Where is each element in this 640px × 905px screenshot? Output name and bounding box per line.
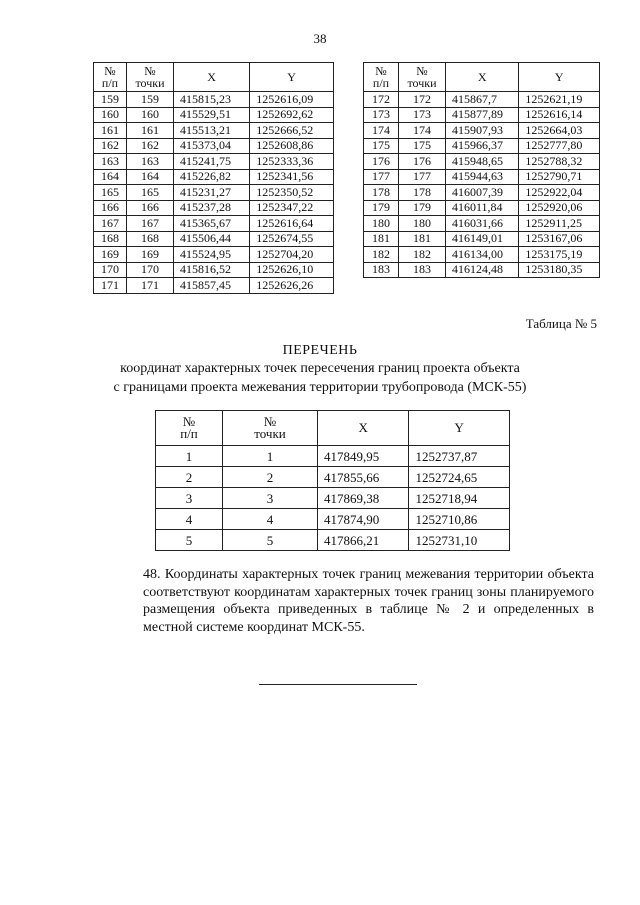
header-point	[223, 411, 318, 446]
cell-point-num: 183	[399, 262, 446, 278]
header-point	[127, 63, 174, 92]
cell-y: 1253180,35	[519, 262, 600, 278]
cell-point-num: 181	[399, 231, 446, 247]
cell-x: 415529,51	[174, 107, 250, 123]
cell-y: 1252704,20	[250, 247, 334, 263]
cell-row-num: 173	[364, 107, 399, 123]
cell-x: 415815,23	[174, 92, 250, 108]
cell-point-num: 182	[399, 247, 446, 263]
header-y: Y	[250, 63, 334, 92]
cell-y: 1252616,09	[250, 92, 334, 108]
cell-row-num: 164	[94, 169, 127, 185]
table-row	[156, 446, 510, 467]
table-row	[156, 488, 510, 509]
cell-row-num: 4	[156, 509, 223, 530]
cell-row-num: 179	[364, 200, 399, 216]
table-body	[156, 446, 510, 551]
table-row	[94, 185, 334, 201]
cell-x: 415231,27	[174, 185, 250, 201]
table-row	[156, 467, 510, 488]
cell-point-num: 172	[399, 92, 446, 108]
table-row	[364, 231, 600, 247]
cell-point-num: 5	[223, 530, 318, 551]
header-num-text: № п/п	[372, 64, 390, 90]
cell-row-num: 171	[94, 278, 127, 294]
cell-y: 1252737,87	[409, 446, 510, 467]
table-row	[94, 123, 334, 139]
cell-y: 1252666,52	[250, 123, 334, 139]
cell-row-num: 182	[364, 247, 399, 263]
cell-x: 416031,66	[446, 216, 519, 232]
cell-x: 415907,93	[446, 123, 519, 139]
table-row	[364, 200, 600, 216]
table-row	[364, 262, 600, 278]
cell-x: 415944,63	[446, 169, 519, 185]
table-row	[364, 138, 600, 154]
cell-x: 416007,39	[446, 185, 519, 201]
heading-line-2: с границами проекта межевания территории трубопровода (МСК-55)	[113, 380, 527, 395]
cell-y: 1252664,03	[519, 123, 600, 139]
header-y: Y	[519, 63, 600, 92]
table-row	[364, 216, 600, 232]
cell-row-num: 3	[156, 488, 223, 509]
cell-x: 416124,48	[446, 262, 519, 278]
cell-row-num: 163	[94, 154, 127, 170]
cell-point-num: 178	[399, 185, 446, 201]
header-num-text: № п/п	[101, 64, 119, 90]
cell-x: 415867,7	[446, 92, 519, 108]
heading-line-1: координат характерных точек пересечения границ проекта объекта	[120, 361, 520, 376]
cell-point-num: 173	[399, 107, 446, 123]
cell-point-num: 176	[399, 154, 446, 170]
cell-y: 1252616,14	[519, 107, 600, 123]
header-x: X	[318, 411, 409, 446]
cell-point-num: 159	[127, 92, 174, 108]
coordinates-table-right	[363, 62, 600, 278]
coordinates-table-left	[93, 62, 334, 294]
table-row	[364, 92, 600, 108]
table-row	[94, 278, 334, 294]
page-number: 38	[313, 31, 327, 46]
cell-row-num: 183	[364, 262, 399, 278]
cell-y: 1252350,52	[250, 185, 334, 201]
cell-y: 1253175,19	[519, 247, 600, 263]
table-row	[364, 169, 600, 185]
cell-row-num: 5	[156, 530, 223, 551]
cell-point-num: 161	[127, 123, 174, 139]
header-point-text: № точки	[407, 64, 437, 90]
table-row	[364, 154, 600, 170]
cell-y: 1252731,10	[409, 530, 510, 551]
cell-row-num: 166	[94, 200, 127, 216]
cell-y: 1252922,04	[519, 185, 600, 201]
cell-x: 415966,37	[446, 138, 519, 154]
cell-x: 417855,66	[318, 467, 409, 488]
table-row	[156, 509, 510, 530]
heading-title: ПЕРЕЧЕНЬ	[282, 343, 358, 358]
table-row	[94, 138, 334, 154]
cell-point-num: 171	[127, 278, 174, 294]
cell-y: 1252718,94	[409, 488, 510, 509]
cell-point-num: 175	[399, 138, 446, 154]
cell-y: 1252347,22	[250, 200, 334, 216]
cell-row-num: 170	[94, 262, 127, 278]
cell-point-num: 166	[127, 200, 174, 216]
cell-x: 415226,82	[174, 169, 250, 185]
cell-x: 417874,90	[318, 509, 409, 530]
cell-y: 1252626,10	[250, 262, 334, 278]
closing-rule	[259, 684, 417, 685]
table-row	[156, 530, 510, 551]
table-row	[364, 247, 600, 263]
header-x: X	[174, 63, 250, 92]
cell-row-num: 165	[94, 185, 127, 201]
cell-point-num: 179	[399, 200, 446, 216]
cell-row-num: 159	[94, 92, 127, 108]
cell-y: 1252608,86	[250, 138, 334, 154]
cell-point-num: 174	[399, 123, 446, 139]
table-row	[364, 123, 600, 139]
intersection-coordinates-table	[155, 410, 510, 551]
cell-x: 415365,67	[174, 216, 250, 232]
cell-y: 1252777,80	[519, 138, 600, 154]
cell-y: 1252341,56	[250, 169, 334, 185]
cell-row-num: 2	[156, 467, 223, 488]
table-caption: Таблица № 5	[525, 316, 597, 331]
cell-x: 415524,95	[174, 247, 250, 263]
header-num	[156, 411, 223, 446]
cell-row-num: 181	[364, 231, 399, 247]
cell-point-num: 4	[223, 509, 318, 530]
cell-point-num: 160	[127, 107, 174, 123]
cell-x: 415948,65	[446, 154, 519, 170]
header-num-text: № п/п	[180, 414, 198, 441]
cell-y: 1252616,64	[250, 216, 334, 232]
table-row	[94, 247, 334, 263]
cell-y: 1252920,06	[519, 200, 600, 216]
cell-x: 416011,84	[446, 200, 519, 216]
cell-y: 1252710,86	[409, 509, 510, 530]
cell-y: 1252911,25	[519, 216, 600, 232]
table-header-row	[364, 63, 600, 92]
table-header-row	[94, 63, 334, 92]
cell-row-num: 168	[94, 231, 127, 247]
cell-x: 415241,75	[174, 154, 250, 170]
header-point-text: № точки	[135, 64, 165, 90]
table-row	[364, 185, 600, 201]
table-header-row	[156, 411, 510, 446]
cell-row-num: 161	[94, 123, 127, 139]
cell-y: 1252333,36	[250, 154, 334, 170]
cell-y: 1252790,71	[519, 169, 600, 185]
cell-x: 417869,38	[318, 488, 409, 509]
cell-y: 1252692,62	[250, 107, 334, 123]
table-row	[94, 216, 334, 232]
table-body	[364, 92, 600, 278]
table-row	[94, 200, 334, 216]
cell-y: 1252621,19	[519, 92, 600, 108]
cell-x: 417866,21	[318, 530, 409, 551]
cell-x: 416134,00	[446, 247, 519, 263]
cell-x: 415816,52	[174, 262, 250, 278]
cell-point-num: 162	[127, 138, 174, 154]
cell-x: 415857,45	[174, 278, 250, 294]
cell-x: 415373,04	[174, 138, 250, 154]
cell-row-num: 174	[364, 123, 399, 139]
cell-row-num: 176	[364, 154, 399, 170]
header-point-text: № точки	[254, 414, 286, 441]
cell-point-num: 180	[399, 216, 446, 232]
cell-row-num: 160	[94, 107, 127, 123]
cell-point-num: 177	[399, 169, 446, 185]
table-body	[94, 92, 334, 294]
cell-x: 416149,01	[446, 231, 519, 247]
table-row	[94, 262, 334, 278]
cell-point-num: 2	[223, 467, 318, 488]
cell-y: 1252788,32	[519, 154, 600, 170]
table-row	[94, 169, 334, 185]
cell-row-num: 175	[364, 138, 399, 154]
cell-row-num: 1	[156, 446, 223, 467]
cell-point-num: 170	[127, 262, 174, 278]
cell-x: 415506,44	[174, 231, 250, 247]
table-row	[94, 107, 334, 123]
cell-row-num: 169	[94, 247, 127, 263]
cell-point-num: 169	[127, 247, 174, 263]
cell-row-num: 177	[364, 169, 399, 185]
cell-point-num: 164	[127, 169, 174, 185]
cell-row-num: 180	[364, 216, 399, 232]
cell-point-num: 168	[127, 231, 174, 247]
cell-y: 1252724,65	[409, 467, 510, 488]
cell-x: 415877,89	[446, 107, 519, 123]
cell-x: 417849,95	[318, 446, 409, 467]
table-row	[94, 231, 334, 247]
header-y: Y	[409, 411, 510, 446]
table-row	[94, 92, 334, 108]
cell-point-num: 165	[127, 185, 174, 201]
header-x: X	[446, 63, 519, 92]
cell-point-num: 1	[223, 446, 318, 467]
header-point	[399, 63, 446, 92]
cell-row-num: 162	[94, 138, 127, 154]
header-num	[94, 63, 127, 92]
cell-row-num: 172	[364, 92, 399, 108]
table-row	[364, 107, 600, 123]
cell-point-num: 3	[223, 488, 318, 509]
cell-x: 415237,28	[174, 200, 250, 216]
cell-y: 1253167,06	[519, 231, 600, 247]
cell-y: 1252626,26	[250, 278, 334, 294]
paragraph-48: 48. Координаты характерных точек границ межевания территории объекта соответствуют координатам характерных точек границ зоны планируемого размещения объекта приведенных в таблице № 2 и определенных в местной системе координат МСК-55.	[143, 567, 594, 635]
cell-point-num: 163	[127, 154, 174, 170]
cell-x: 415513,21	[174, 123, 250, 139]
cell-row-num: 167	[94, 216, 127, 232]
table-row	[94, 154, 334, 170]
cell-y: 1252674,55	[250, 231, 334, 247]
header-num	[364, 63, 399, 92]
cell-row-num: 178	[364, 185, 399, 201]
cell-point-num: 167	[127, 216, 174, 232]
